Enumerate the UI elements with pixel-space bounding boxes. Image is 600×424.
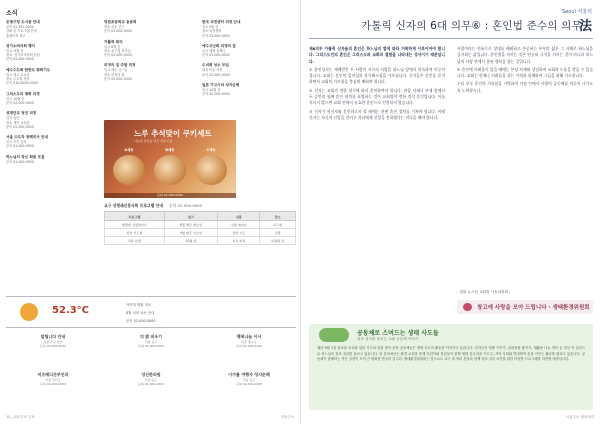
notice-line: 문의 02-000-0000: [202, 72, 230, 77]
notice-line: 장소 수도회 성당: [6, 77, 30, 82]
heart-icon: [463, 303, 472, 311]
table-cell: 생명의 성령세미나: [105, 221, 165, 229]
notice-item: [202, 63, 294, 77]
article-paragraph: ① 혼인성사는 세례받은 두 사람이 서로의 사랑을 하느님 앞에서 약속하며 이루어집니다. 교회는 혼인의 일치성과 불가해소성을 가르칩니다. 신자들은 혼인을 준비하면서 교회의 가르침을 충실히 배워야 합니다.: [309, 66, 445, 85]
table-cell: 관상 기도회: [105, 229, 165, 237]
notice-title: 수녀회 성소 모임: [202, 63, 229, 68]
cookie-option: C세트: [194, 147, 228, 191]
contact-line: 서울 강서구: [45, 378, 61, 382]
notice-item: [6, 68, 98, 86]
notice-line: 문의 02-000-0000: [6, 100, 34, 105]
page-footer-right: 서울주보: [280, 415, 294, 419]
article-paragraph: ③ 신자가 비신자와 혼인하고자 할 때에는 관면 혼인 절차를 거쳐야 합니다. 이때 신자는 자신의 신앙을 지키고 자녀에게 신앙을 전하겠다는 약속을 해야 합니다.: [309, 108, 445, 120]
notice-line: 장소 피정센터: [202, 29, 222, 34]
title-divider: [309, 38, 593, 39]
contact-line: 서울 주보 담당: [43, 340, 63, 344]
contact-line: 서울 중구: [144, 340, 158, 344]
contact-title: 미즈메디산부인과: [37, 372, 69, 377]
table-cell: 관상 기도: [218, 229, 260, 237]
notice-line: 문의 02-000-0000: [202, 53, 230, 58]
cookie-image: [154, 155, 186, 185]
notice-line: 대상 청년: [6, 116, 20, 121]
eco-subtitle: 창조 질서를 돌보는 교회 공동체 이야기: [357, 337, 419, 341]
sub-banner: 창고에 사랑을 모아 드립니다 · 생태환경위원회: [457, 300, 593, 314]
notice-column: [104, 20, 196, 87]
table-row: [105, 229, 296, 237]
byline: - 법률 뉴스팀 교회법 사목위원회 -: [457, 290, 511, 294]
cookie-headline: 느루 추석맞이 쿠키세트: [134, 129, 212, 138]
notice-title: 성재단교 청년 피정: [6, 111, 37, 116]
notice-item: [104, 40, 196, 58]
notice-item: [202, 83, 294, 97]
notice-line: 일시 8월 중: [104, 44, 121, 49]
contact-line: 문의 02-000-0000: [137, 382, 165, 387]
cookie-option: B세트: [153, 147, 187, 191]
brand-mark: Seoul 서울의 法: [562, 9, 592, 34]
notice-column: [6, 20, 98, 170]
article-paragraph: ④ 혼인에 어려움이 있을 때에는 본당 사제와 상담하여 교회의 도움을 받을 수 있습니다. 교회는 언제나 어려움을 겪는 가정과 함께하며 그들을 위해 기도합니다.: [457, 66, 593, 79]
contact-title: 성신한의원: [141, 372, 161, 377]
contact-line: 문의 02-000-0000: [39, 382, 67, 387]
contacts-area: [6, 334, 296, 410]
contact-card: [104, 334, 198, 370]
notice-line: 문의 02-000-0000: [6, 144, 34, 149]
cookie-image: [113, 155, 145, 185]
cookie-subtitle: 나눔과 정성을 담은 명절 선물: [134, 139, 173, 143]
notice-item: [6, 20, 98, 38]
contact-title: 이가를 여행사 성지순례: [228, 372, 270, 377]
notice-title: 그리스도의 평화 피정: [6, 91, 40, 96]
notice-title: 일본 가고시마 성지순례: [202, 83, 240, 88]
table-row: [105, 237, 296, 245]
table-header: 내용: [218, 212, 260, 221]
temperature: 52.3°C: [52, 305, 90, 316]
right-page: [300, 0, 600, 424]
table-cell: 성령 세미나: [218, 221, 260, 229]
contact-line: 문의 02-000-0000: [137, 344, 165, 349]
table-header: 일시: [164, 212, 218, 221]
notice-title: 서울 수도자 장례미사 안내: [6, 135, 48, 140]
notice-line: 문의 02-000-0000: [202, 92, 230, 97]
table-cell: 9월 매주 목요일: [164, 229, 218, 237]
table-cell: 8월 매주 화요일: [164, 221, 218, 229]
article-paragraph: 사랑이라는 이름으로 상대를 배려하고 존중하는 부부의 삶은 그 자체로 하느님을 증거하는 삶입니다. 혼인법을 지키는 것은 단순히 규칙을 지키는 것이 아니라 하느님의 사랑 안에서 참된 행복을 찾는 길입니다.: [457, 46, 593, 64]
article-paragraph: 우리 모두 혼인의 거룩함을 기억하며 가정 안에서 사랑의 공동체를 이루어 나가도록 노력합시다.: [457, 81, 593, 93]
article-lead: 제6의무 가톨릭 신자들의 혼인은 하느님의 법에 따라 거룩하게 이루어져야 합니다. 그리스도인의 혼인은 그리스도와 교회의 결합을 나타내는 성사이기 때문입니다.: [309, 46, 445, 64]
table-cell: 10월 중: [164, 237, 218, 245]
notice-line: 일시 매주 토요일: [6, 72, 30, 77]
notice-item: [6, 44, 98, 62]
article-column-1: [309, 46, 445, 123]
notice-item: [104, 63, 196, 81]
notice-item: [6, 135, 98, 149]
cookie-option: A세트: [112, 147, 146, 191]
contact-line: 서울 종로구: [241, 340, 257, 344]
article-title: 가톨릭 신자의 6대 의무⑥ : 혼인법 준수의 의무: [361, 20, 582, 32]
notice-line: 문의 010-0000-0000: [6, 81, 38, 86]
notice-line: 일시 추후 공지: [6, 140, 27, 145]
contact-line: 문의 02-000-0000: [39, 344, 67, 349]
cookie-phone: 문의 02-000-0000: [104, 193, 236, 198]
notice-line: 문의 02-000-0000: [202, 33, 230, 38]
article-column-2: [457, 46, 593, 96]
notice-column: [202, 20, 294, 103]
notice-line: 일시 매주 금~일: [104, 68, 128, 73]
notice-title: 덕원초등학교 동문회: [104, 20, 137, 24]
page-footer: 서울주보 평화 8면: [565, 415, 594, 419]
table-row: [105, 221, 296, 229]
notice-line: 문의 02-000-0000: [104, 77, 132, 82]
table-cell: 성당: [260, 229, 296, 237]
cookie-set-ad[interactable]: [104, 120, 236, 198]
contact-line: 서울 중구: [242, 378, 256, 382]
eco-feature-box: [309, 324, 593, 410]
leaf-icon: [319, 328, 349, 342]
notice-title: 예수수도회 한반도 평화기도: [6, 67, 51, 72]
table-cell: 치유 피정: [218, 237, 260, 245]
cookie-image: [195, 155, 227, 185]
table-cell: 교구청: [260, 221, 296, 229]
notice-item: [6, 155, 98, 164]
notice-line: 문의 02-000-0000: [6, 124, 34, 129]
notice-item: [6, 92, 98, 106]
contact-card: [6, 372, 100, 408]
notice-line: 장소: 성가소비녀회 본원: [6, 53, 40, 58]
contact-card: [104, 372, 198, 408]
notice-title: 가톨릭 회의: [104, 39, 123, 44]
notice-line: 장소 서울 중구: [104, 25, 125, 29]
notice-title: 성가소비녀회 행사: [6, 43, 36, 48]
notice-item: [202, 20, 294, 38]
notice-line: 문의 02-000-0000: [6, 57, 34, 62]
notice-title: 하느님의 정신 회원 모집: [6, 154, 45, 159]
contact-title: 알립니다 안내: [40, 334, 66, 339]
sun-icon: [20, 303, 38, 321]
contact-line: 문의 02-000-0000: [235, 382, 263, 387]
notice-line: 일시 매월 둘째주: [202, 48, 226, 53]
page-footer: 10_ 위로부터 주보: [6, 415, 35, 419]
article-paragraph: ② 신자는 교회가 정한 형식에 따라 혼인하여야 합니다. 관할 사제나 부제 앞에서 두 증인과 함께 혼인 합의를 표명하는 것이 교회법이 정한 정식 혼인입니다. 이를 지키지 않으면 교회 안에서 유효한 혼인으로 인정되지 않습니다.: [309, 87, 445, 106]
contact-title: 더 밝 피우기: [139, 334, 163, 339]
notice-item: [6, 111, 98, 129]
notice-title: 예수고난회 피정의 집: [202, 43, 236, 48]
contact-line: 문의 02-000-0000: [235, 344, 263, 349]
notice-line: 일시 10월 중: [6, 96, 25, 101]
law-glyph: 法: [578, 19, 592, 34]
notice-line: 홈페이지 참고: [6, 33, 26, 38]
table-header: 장소: [260, 212, 296, 221]
contact-line: 서울 중구: [144, 378, 158, 382]
contact-card: [202, 334, 296, 370]
notice-line: 문의 02-000-0000: [6, 159, 34, 164]
table-cell: 피정의 집: [260, 237, 296, 245]
eco-title: 공동체로 스며드는 생태 사도들: [357, 330, 439, 337]
notice-line: 일시: 9월 중: [6, 48, 24, 53]
contact-card: [202, 372, 296, 408]
notice-line: 문의 02-351-0000: [6, 25, 34, 29]
section-label: 소식: [6, 10, 18, 17]
notice-item: [104, 20, 196, 34]
notice-line: 문의 02-000-0000: [104, 53, 132, 58]
schedule-caption: 교구 성령쇄신봉사회 프로그램 안내 문의 02-000-0000: [104, 203, 203, 208]
notice-line: 일시 10월 중: [202, 88, 221, 93]
contact-card: [6, 334, 100, 370]
notice-title: 은평구청 도서관 안내: [6, 20, 40, 24]
notice-line: 문의 02-000-0000: [104, 29, 132, 34]
contact-title: 행복나눔 이사: [236, 334, 262, 339]
notice-line: 강좌 및 프로그램 안내: [6, 29, 37, 34]
notice-line: 대상 미혼 여성: [202, 68, 223, 73]
eco-body: 매년 9월 1일 창조물 보호를 위한 기도의 날을 맞아 본당 공동체들은 생태 사도직 활동을 이어가고 있습니다. 신자들은 텃밭 가꾸기, 일회용품 줄이기, 재활용 나눔 장터 등 일상 속 실천으로 하느님의 창조 질서를 돌보고 있습니다. 한 본당에서는 환경 교육을 통해 어린이와 청년들이 함께 생태 감수성을 키우고, 지역 사회와 연대하여 숲을 가꾸는 활동을 펼치고 있습니다. 공동체가 함께하는 작은 실천이 모여 큰 변화를 만들어 갑니다. 생태환경위원회는 앞으로도 교구 내 여러 본당과 함께 창조 질서 보전을 위한 다양한 프로그램을 마련할 예정입니다.: [317, 346, 585, 361]
notice-item: [202, 44, 294, 58]
schedule-table: [104, 203, 296, 245]
notice-title: 피정의 집 주말 피정: [104, 63, 136, 68]
notice-line: 장소 피정의 집: [104, 72, 125, 77]
notice-line: 장소 재단 교육관: [6, 120, 30, 125]
table-header: 프로그램: [105, 212, 165, 221]
weather-strip: 52.3°C 자연계 생활 정보 8월 성당 날씨 안내 문의 02-000-0000: [6, 296, 296, 328]
notice-line: 일시 9월 중: [202, 25, 219, 29]
notice-line: 장소 교구청 회의실: [104, 48, 131, 53]
notice-title: 한국 피정센터 피정 안내: [202, 20, 241, 24]
table-cell: 치유 피정: [105, 237, 165, 245]
